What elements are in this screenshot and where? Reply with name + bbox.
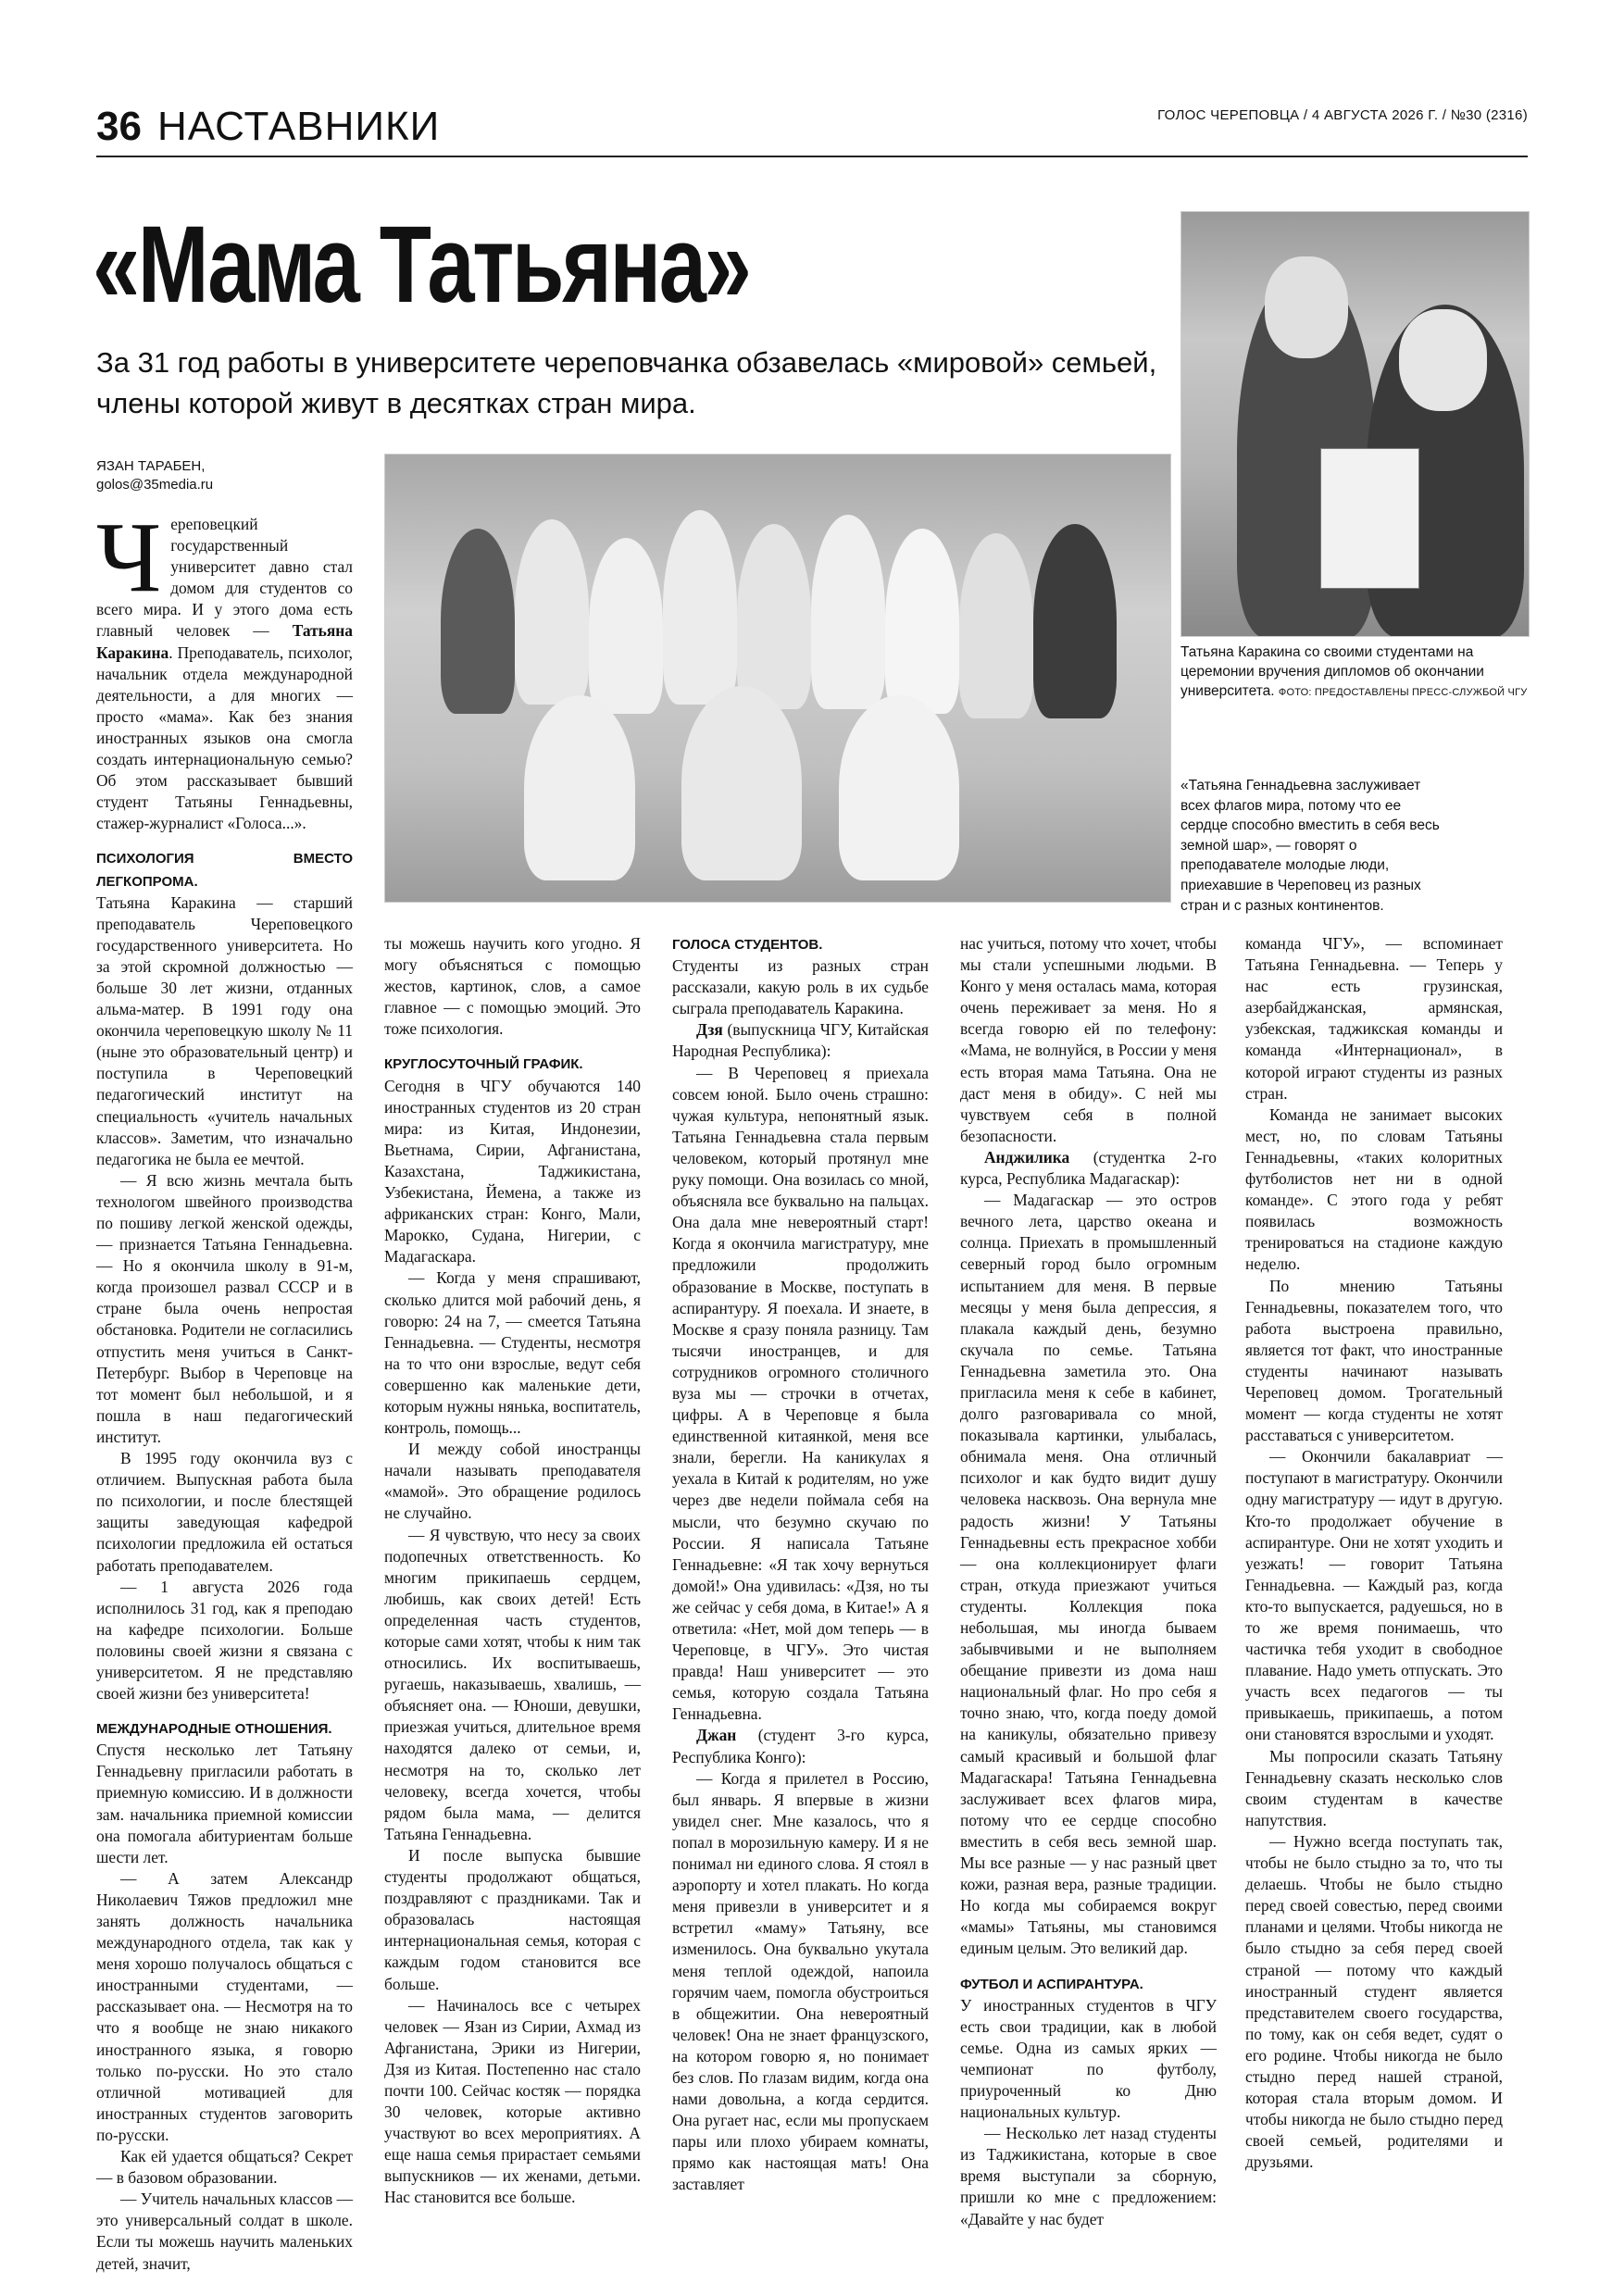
paragraph: нас учиться, потому что хочет, чтобы мы стали успешными людьми. В Конго у меня осталась мама, которая очень переживает за меня. Но я всегда говорю ей по телефону: «Мама, не волнуйся, в России у меня есть вторая мама Татьяна. Она не даст меня в обиду». С ней мы чувствуем себя в полной безопасности.	[960, 934, 1217, 1145]
photo-students-group	[384, 454, 1171, 903]
paragraph: И после выпуска бывшие студенты продолжают общаться, поздравляют с праздниками. Так и образовалась настоящая интернациональная семья, которая с каждым годом становится все больше.	[384, 1845, 641, 1993]
byline	[96, 457, 213, 494]
headline: «Мама Татьяна»	[93, 204, 750, 326]
paragraph: Мы попросили сказать Татьяну Геннадьевну сказать несколько слов своим студентам в качестве напутствия.	[1245, 1746, 1503, 1829]
photo-top-credit: ФОТО: ПРЕДОСТАВЛЕНЫ ПРЕСС-СЛУЖБОЙ ЧГУ	[1278, 687, 1528, 698]
pull-quote: «Татьяна Геннадьевна заслуживает всех флагов мира, потому что ее сердце способно вместить в себя весь земной шар», — говорят о преподавателе молодые люди, приехавшие в Череповец из разных стран и с разных континентов.	[1181, 778, 1440, 914]
paragraph: ты можешь научить кого угодно. Я могу объясняться с помощью жестов, картинок, слов, а самое главное — с помощью эмоций. Это тоже психология.	[384, 934, 641, 1039]
subheading: ГОЛОСА СТУДЕНТОВ.	[672, 937, 823, 953]
paragraph: — Учитель начальных классов — это универсальный солдат в школе. Если ты можешь научить маленьких детей, значит,	[96, 2190, 353, 2273]
student-figure	[811, 515, 885, 709]
drop-cap: Ч	[96, 503, 162, 613]
paragraph: — Мадагаскар — это остров вечного лета, царство океана и солнца. Приехать в промышленный северный город было огромным испытанием для меня. В первые месяцы у меня была депрессия, я плакала каждый день, безумно скучала по семье. Татьяна Геннадьевна заметила это. Она пригласила меня к себе в кабинет, долго разговаривала со мной, показывала картинки, улыбалась, обнимала меня. Она отличный психолог и как будто видит душу человека насквозь. Она вернула мне радость жизни! У Татьяны Геннадьевны есть прекрасное хобби — она коллекционирует флаги стран, откуда приезжают учиться студенты. Коллекция пока небольшая, мы иногда бываем забывчивыми и не выполняем обещание привезти из дома наш национальный флаг. Но про себя я точно знаю, что, когда поеду домой на каникулы, обязательно привезу самый красивый и большой флаг Мадагаскара! Татьяна Геннадьевна заслуживает всех флагов мира, потому что ее сердце способно вместить в себя весь земной шар. Мы все разные — у нас разный цвет кожи, разная вера, разные традиции. Но когда мы собираемся вокруг «мамы» Татьяны, мы становимся единым целым. Это великий дар.	[960, 1191, 1217, 1958]
diploma	[1320, 448, 1419, 589]
paragraph: Команда не занимает высоких мест, но, по словам Татьяны Геннадьевны, «таких колоритных футболистов нет ни в одной команде». С этого года у ребят появилась возможность тренироваться на стадионе каждую неделю.	[1245, 1104, 1503, 1274]
author-name: ЯЗАН ТАРАБЕН,	[96, 458, 206, 474]
paragraph: По мнению Татьяны Геннадьевны, показателем того, что работа выстроена правильно, является тот факт, что иностранные студенты начинают называть Череповец домом. Трогательный момент — когда студенты не хотят расставаться с университетом.	[1245, 1276, 1503, 1445]
column-5	[1245, 933, 1503, 2173]
paragraph: Сегодня в ЧГУ обучаются 140 иностранных студентов из 20 стран мира: из Китая, Индонезии, Вьетнама, Сирии, Афганистана, Казахстана, Таджикистана, Узбекистана, Йемена, а также из африканских стран: Конго, Мали, Марокко, Судана, Нигерии, с Мадагаскара.	[384, 1076, 641, 1267]
section-title: НАСТАВНИКИ	[157, 104, 441, 149]
student-figure	[441, 529, 515, 714]
lead: За 31 год работы в университете череповчанка обзавелась «мировой» семьей, члены которой живут в десятках стран мира.	[96, 346, 1157, 419]
paragraph: команда ЧГУ», — вспоминает Татьяна Геннадьевна. — Теперь у нас есть грузинская, азербайджанская, армянская, узбекская, таджикская команды и команда «Интернационал», в которой играют студенты из разных стран.	[1245, 934, 1503, 1103]
intro-text: ереповецкий государственный университет давно стал домом для студентов со всего мира. И у этого дома есть главный человек —	[96, 515, 353, 641]
paragraph: — Нужно всегда поступать так, чтобы не было стыдно за то, что ты делаешь. Чтобы не было стыдно перед своей совестью, перед своими планами и целями. Чтобы никогда не было стыдно за себя перед своей страной — потому что каждый иностранный студент является представителем своего государства, по тому, как он себя ведет, судят о его родине. Чтобы никогда не было стыдно перед нашей страной, которая стала вторым домом. И чтобы никогда не было стыдно перед своей семьей, родителями и друзьями.	[1245, 1831, 1503, 2172]
paragraph: — Я всю жизнь мечтала быть технологом швейного производства по пошиву легкой женской одежды, — признается Татьяна Геннадьевна. — Но я окончила школу в 91-м, когда произошел развал СССР и в стране была очень непростая обстановка. Родители не согласились отпустить меня учиться в Санкт-Петербург. Выбор в Череповце на тот момент был небольшой, и я пошла в наш педагогический институт.	[96, 1170, 353, 1446]
paragraph: У иностранных студентов в ЧГУ есть свои традиции, как в любой семье. Одна из самых ярких — чемпионат по футболу, приуроченный ко Дню национальных культур.	[960, 1995, 1217, 2122]
paragraph: Татьяна Каракина — старший преподаватель Череповецкого государственного университета. Но за этой скромной должностью — больше 30 лет жизни, отданных альма-матер. В 1991 году она окончила череповецкую школу № 11 (ныне это образовательный центр) и поступила в Череповецкий педагогический институт на специальность «учитель начальных классов». Заметим, что изначально педагогика не была ее мечтой.	[96, 892, 353, 1168]
column-3	[672, 933, 929, 2196]
paragraph: Спустя несколько лет Татьяну Геннадьевну пригласили работать в приемную комиссию. И в должности зам. начальника приемной комиссии она помогала абитуриентам больше шести лет.	[96, 1741, 353, 1866]
photo-top-caption-text: Татьяна Каракина со своими студентами на церемонии вручения дипломов об окончании университета.	[1181, 644, 1484, 699]
masthead: ГОЛОС ЧЕРЕПОВЦА / 4 АВГУСТА 2026 Г. / №30 (2316)	[1157, 107, 1528, 123]
paragraph	[960, 1147, 1217, 1190]
column-2	[384, 933, 641, 2209]
photo-top-caption	[1181, 643, 1532, 703]
intro-bold: Татьяна Каракина	[96, 621, 353, 662]
paragraph: — Когда я прилетел в Россию, был январь. Я впервые в жизни увидел снег. Мне казалось, что я попал в морозильную камеру. И я не понимал ни единого слова. Я стоял в аэропорту и хотел плакать. Но когда меня привезли в университет и я встретил «маму» Татьяну, все изменилось. Она буквально укутала меня теплой одеждой, напоила горячим чаем, помогла обустроиться в общежитии. Она невероятный человек! Она не знает французского, на котором говорю я, но понимает без слов. По глазам видим, когда она нами довольна, а когда сердится. Она ругает нас, если мы пропускаем пары или плохо убираем комнаты, прямо как настоящая мать! Она заставляет	[672, 1768, 929, 2194]
student-figure	[885, 529, 959, 714]
paragraph: — 1 августа 2026 года исполнилось 31 год, как я преподаю на кафедре психологии. Больше половины своей жизни я связана с университетом. Я не представляю своей жизни без университета!	[96, 1577, 353, 1703]
paragraph: — Начиналось все с четырех человек — Язан из Сирии, Ахмад из Афганистана, Эрики из Нигерии, Дзя из Китая. Постепенно нас стало почти 100. Сейчас костяк — порядка 30 человек, которые активно участвуют во всех мероприятиях. А еще наша семья прирастает семьями выпускников — их женами, детьми. Нас становится все больше.	[384, 1995, 641, 2207]
speaker-info: (студент 3-го курса, Республика Конго):	[672, 1726, 929, 1766]
subheading: ПСИХОЛОГИЯ ВМЕСТО ЛЕГКОПРОМА.	[96, 851, 353, 890]
paragraph: — Несколько лет назад студенты из Таджикистана, которые в свое время выступали за сборную, пришли ко мне с предложением: «Давайте у нас будет	[960, 2124, 1217, 2228]
face-man	[1265, 256, 1348, 358]
student-figure	[959, 533, 1033, 718]
paragraph	[96, 847, 353, 892]
subheading: ФУТБОЛ И АСПИРАНТУРА.	[960, 1976, 1143, 1992]
paragraph: — А затем Александр Николаевич Тяжов предложил мне занять должность начальника международного отдела, так как у меня хорошо получалось общаться с иностранными студентами, — рассказывает она. — Несмотря на то что я вообще не знаю никакого иностранного языка, я говорю только по-русски. Но это стало отличной мотивацией для иностранных студентов заговорить по-русски.	[96, 1868, 353, 2144]
intro-tail: . Преподаватель, психолог, начальник отдела международной деятельности, а для многих — просто «мама». Как без знания иностранных языков она смогла создать интернациональную семью? Об этом рассказывает бывший студент Татьяны Геннадьевны, стажер-журналист «Голоса...».	[96, 643, 353, 833]
paragraph	[96, 1717, 353, 1740]
author-email: golos@35media.ru	[96, 477, 214, 493]
paragraph: — Я чувствую, что несу за своих подопечных ответственность. Ко многим прикипаешь сердцем, любишь, как своих детей! Есть определенная часть студентов, которые сами хотят, чтобы к ним так относились. Их воспитываешь, ругаешь, наказываешь, хвалишь, — объясняет она. — Юноши, девушки, приезжая учиться, длительное время находятся далеко от семьи, и, несмотря на то, сколько лет человеку, всегда хочется, чтобы рядом была мама, — делится Татьяна Геннадьевна.	[384, 1525, 641, 1843]
student-figure	[839, 695, 959, 880]
paragraph	[672, 1019, 929, 1062]
paragraph	[672, 933, 929, 955]
student-figure	[524, 695, 635, 880]
paragraph	[960, 1973, 1217, 1995]
paragraph: И между собой иностранцы начали называть преподавателя «мамой». Это обращение родилось не случайно.	[384, 1440, 641, 1523]
student-figure	[681, 686, 802, 880]
photo-graduation	[1181, 211, 1530, 637]
paragraph: В 1995 году окончила вуз с отличием. Выпускная работа была по психологии, и после блестящей защиты заведующая кафедрой психологии предложила ей остаться работать преподавателем.	[96, 1449, 353, 1575]
student-figure	[589, 538, 663, 714]
speaker-info: (студентка 2-го курса, Республика Мадагаскар):	[960, 1147, 1217, 1189]
paragraph: Студенты из разных стран рассказали, какую роль в их судьбе сыграла преподаватель Каракина.	[672, 956, 929, 1018]
paragraph	[672, 1725, 929, 1767]
face-woman	[1399, 309, 1487, 411]
subheading: КРУГЛОСУТОЧНЫЙ ГРАФИК.	[384, 1056, 583, 1073]
student-figure	[515, 519, 589, 705]
speaker-info: (выпускница ЧГУ, Китайская Народная Республика):	[672, 1020, 929, 1061]
speaker-name: Дзя	[696, 1020, 723, 1040]
student-figure	[1033, 524, 1117, 718]
speaker-name: Анджилика	[984, 1147, 1070, 1167]
column-1	[96, 503, 353, 2275]
subheading: МЕЖДУНАРОДНЫЕ ОТНОШЕНИЯ.	[96, 1721, 332, 1738]
paragraph: — Окончили бакалавриат — поступают в магистратуру. Окончили одну магистратуру — идут в другую. Кто-то продолжает обучение в аспирантуре. Они не хотят уходить и уезжать! — говорит Татьяна Геннадьевна. — Каждый раз, когда кто-то выпускается, радуешься, но в то же время понимаешь, что частичка тебя уходит в свободное плавание. Надо уметь отпускать. Это участь всех педагогов — ты привыкаешь, прикипаешь, а потом они становятся взрослыми и уходят.	[1245, 1447, 1503, 1744]
paragraph: — Когда у меня спрашивают, сколько длится мой рабочий день, я говорю: 24 на 7, — смеется Татьяна Геннадьевна. — Студенты, несмотря на то что они взрослые, ведут себя совершенно как маленькие дети, которым нужны нянька, воспитатель, контроль, помощь...	[384, 1268, 642, 1438]
paragraph	[384, 1053, 641, 1075]
page-number: 36	[96, 104, 142, 149]
intro-paragraph	[96, 503, 353, 834]
student-figure	[663, 510, 737, 705]
paragraph: Как ей удается общаться? Секрет — в базовом образовании.	[96, 2147, 353, 2188]
column-4	[960, 933, 1217, 2230]
student-figure	[737, 524, 811, 709]
paragraph: — В Череповец я приехала совсем юной. Было очень страшно: чужая культура, непонятный язык. Татьяна Геннадьевна стала первым человеком, который протянул мне руку помощи. Она возилась со мной, объясняла все буквально на пальцах. Она дала мне невероятный старт! Когда я окончила магистратуру, мне предложили продолжить образование в Москве, поступать в аспирантуру. Я поехала. И знаете, в Москве я сразу поняла разницу. Там тысячи иностранцев, и для сотрудников огромного столичного вуза мы — строчки в отчетах, цифры. А в Череповце я была единственной китаянкой, меня все знали, берегли. На каникулах я уехала в Китай к родителям, но уже через две недели поймала себя на мысли, что безумно скучаю по России. Я написала Татьяне Геннадьевне: «Я так хочу вернуться домой!» Она удивилась: «Дзя, но ты же сейчас у себя дома, в Китае!» А я ответила: «Нет, мой дом теперь — в Череповце, в ЧГУ». Это чистая правда! Наш университет — это семья, которую создала Татьяна Геннадьевна.	[672, 1063, 929, 1724]
speaker-name: Джан	[696, 1726, 737, 1745]
header-rule	[96, 156, 1528, 157]
